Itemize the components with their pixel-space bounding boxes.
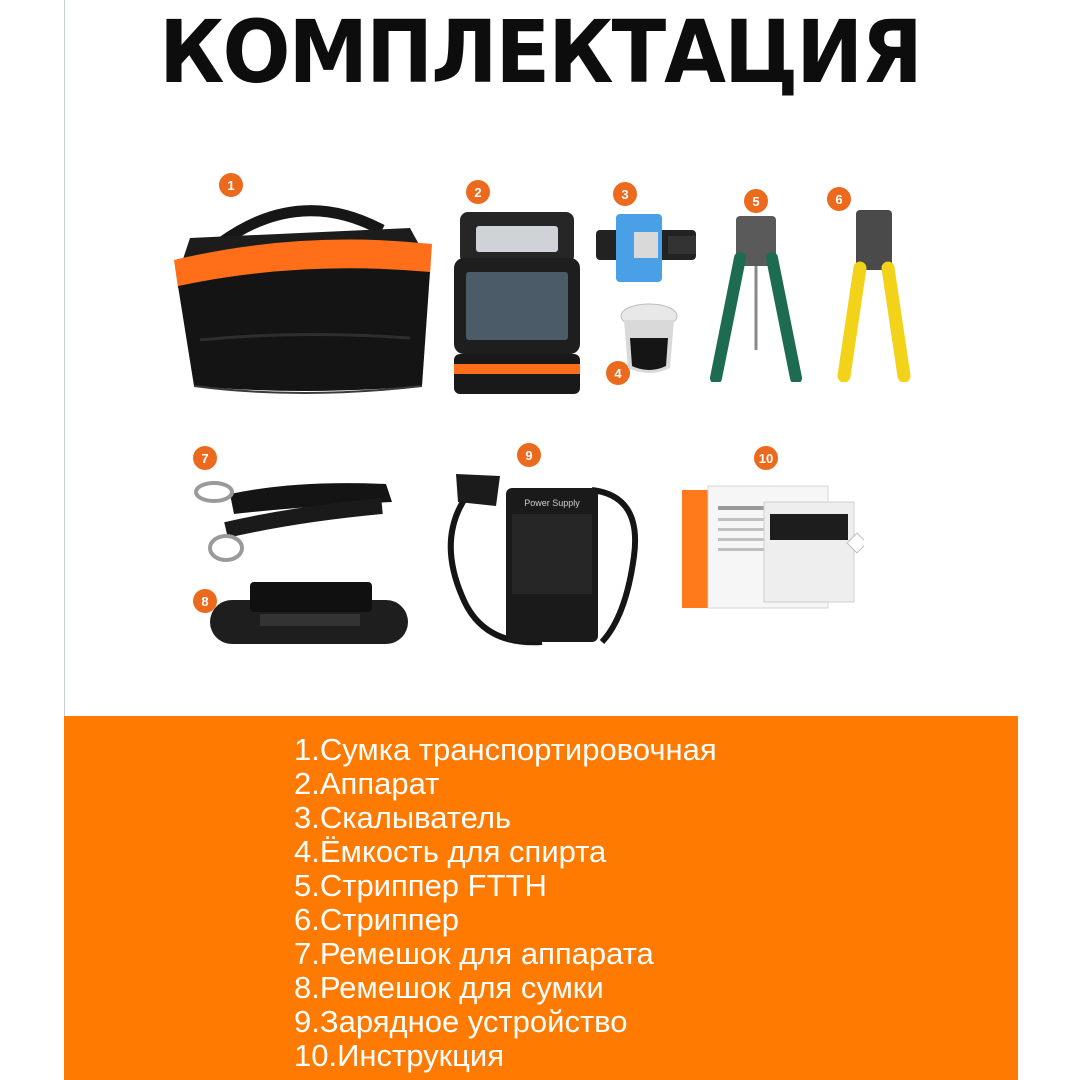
badge-10: 10 [754, 446, 778, 470]
badge-2: 2 [466, 180, 490, 204]
list-item: 9.Зарядное устройство [294, 1004, 628, 1039]
badge-1: 1 [219, 173, 243, 197]
charger-image [422, 466, 654, 658]
page-title: КОМПЛЕКТАЦИЯ [159, 2, 921, 103]
list-item: 4.Ёмкость для спирта [294, 834, 607, 869]
badge-9: 9 [517, 443, 541, 467]
badge-4: 4 [606, 361, 630, 385]
list-item: 5.Стриппер FTTH [294, 868, 547, 903]
power-supply-label: Power Supply [524, 498, 580, 508]
bag-strap-image [206, 578, 412, 650]
alcohol-container-image [618, 298, 680, 378]
list-item: 6.Стриппер [294, 902, 460, 937]
stripper-image [830, 206, 920, 382]
badge-6: 6 [827, 187, 851, 211]
fiber-cleaver-image [592, 208, 702, 288]
badge-7: 7 [193, 446, 217, 470]
list-item: 7.Ремешок для аппарата [294, 936, 654, 971]
manual-image [678, 484, 864, 614]
list-item: 10.Инструкция [294, 1038, 505, 1073]
fusion-splicer-image [452, 208, 582, 398]
list-item: 3.Скалыватель [294, 800, 512, 835]
badge-3: 3 [613, 182, 637, 206]
badge-5: 5 [744, 189, 768, 213]
device-strap-image [186, 470, 396, 570]
list-item: 8.Ремешок для сумки [294, 970, 604, 1005]
carrying-bag-image [160, 190, 445, 400]
ftth-stripper-image [706, 210, 806, 382]
badge-8: 8 [193, 589, 217, 613]
list-item: 2.Аппарат [294, 766, 440, 801]
contents-list [294, 733, 717, 1073]
list-item: 1.Сумка транспортировочная [294, 732, 717, 767]
